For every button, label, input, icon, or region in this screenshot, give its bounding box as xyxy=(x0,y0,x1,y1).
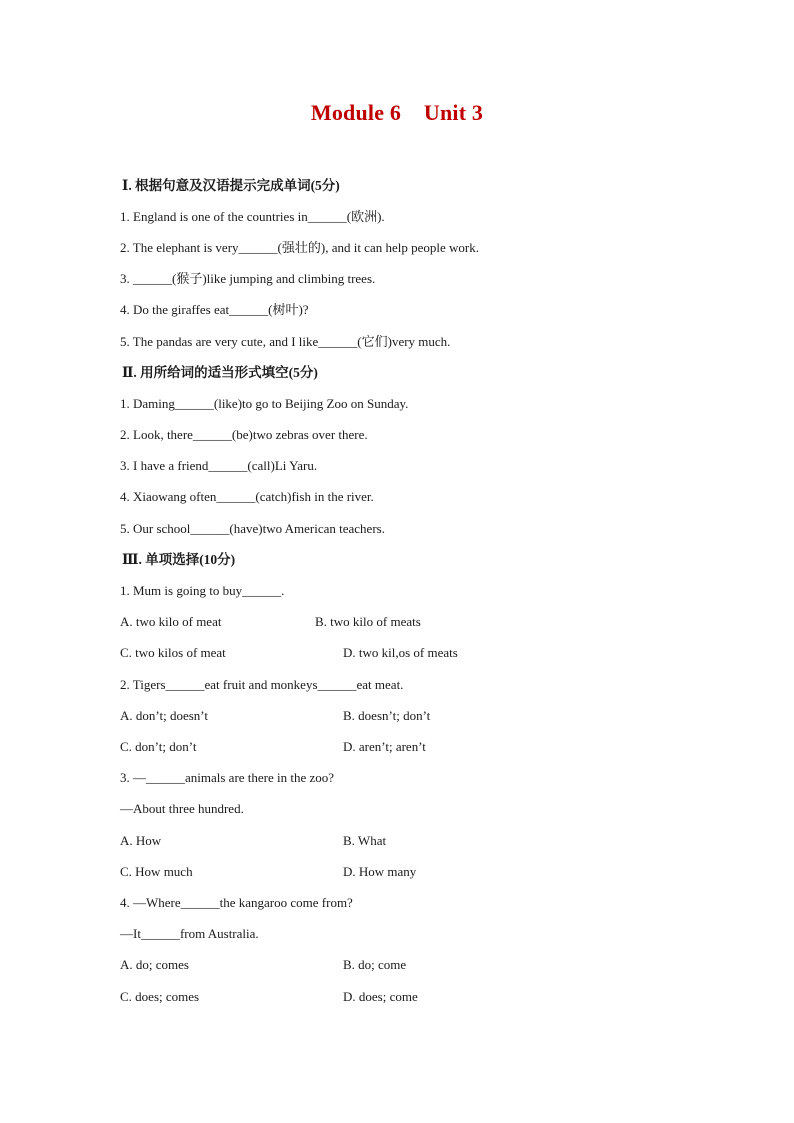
question-2-option-b: B. doesn’t; don’t xyxy=(343,708,431,723)
section-3-heading: Ⅲ. 单项选择(10分) xyxy=(122,552,236,567)
question-3-option-c: C. How much xyxy=(120,864,193,879)
section-1-item-4: 4. Do the giraffes eat______(树叶)? xyxy=(120,302,309,317)
question-2-option-c: C. don’t; don’t xyxy=(120,739,197,754)
question-2-option-d: D. aren’t; aren’t xyxy=(343,739,426,754)
question-2-stem: 2. Tigers______eat fruit and monkeys______eat meat. xyxy=(120,677,404,692)
question-4-option-a: A. do; comes xyxy=(120,957,189,972)
section-2-item-4: 4. Xiaowang often______(catch)fish in the river. xyxy=(120,489,374,504)
question-1-option-a: A. two kilo of meat xyxy=(120,614,222,629)
question-4-answer-line: —It______from Australia. xyxy=(120,926,259,941)
question-3-option-b: B. What xyxy=(343,833,387,848)
section-2-item-3: 3. I have a friend______(call)Li Yaru. xyxy=(120,458,318,473)
section-2-heading: Ⅱ. 用所给词的适当形式填空(5分) xyxy=(122,365,318,380)
question-4-option-b: B. do; come xyxy=(343,957,407,972)
question-2-option-a: A. don’t; doesn’t xyxy=(120,708,208,723)
section-2-item-1: 1. Daming______(like)to go to Beijing Zoo on Sunday. xyxy=(120,396,409,411)
question-4-stem: 4. —Where______the kangaroo come from? xyxy=(120,895,353,910)
section-2-item-2: 2. Look, there______(be)two zebras over there. xyxy=(120,427,368,442)
question-1-stem: 1. Mum is going to buy______. xyxy=(120,583,285,598)
question-1-option-d: D. two kil,os of meats xyxy=(343,645,458,660)
question-3-answer-line: —About three hundred. xyxy=(120,801,244,816)
question-4-option-c: C. does; comes xyxy=(120,989,200,1004)
section-1-item-3: 3. ______(猴子)like jumping and climbing trees. xyxy=(120,271,376,286)
section-1-item-2: 2. The elephant is very______(强壮的), and it can help people work. xyxy=(120,240,479,255)
question-3-option-a: A. How xyxy=(120,833,162,848)
question-3-stem: 3. —______animals are there in the zoo? xyxy=(120,770,335,785)
section-1-item-1: 1. England is one of the countries in______(欧洲). xyxy=(120,209,385,224)
question-1-option-c: C. two kilos of meat xyxy=(120,645,226,660)
section-2-item-5: 5. Our school______(have)two American teachers. xyxy=(120,521,385,536)
question-1-option-b: B. two kilo of meats xyxy=(315,614,421,629)
section-1-item-5: 5. The pandas are very cute, and I like______(它们)very much. xyxy=(120,334,451,349)
page-title: Module 6 Unit 3 xyxy=(310,100,484,125)
section-1-heading: Ⅰ. 根据句意及汉语提示完成单词(5分) xyxy=(122,178,340,193)
question-4-option-d: D. does; come xyxy=(343,989,418,1004)
question-3-option-d: D. How many xyxy=(343,864,417,879)
